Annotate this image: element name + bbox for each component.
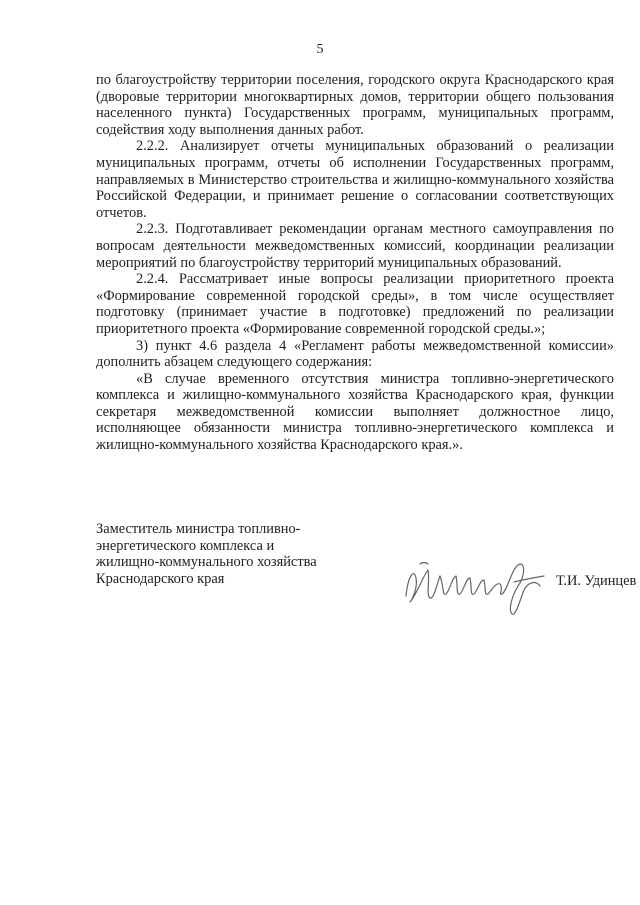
signer-position-line: энергетического комплекса и xyxy=(96,537,275,554)
signer-position-line: Краснодарского края xyxy=(96,570,225,587)
page-number: 5 xyxy=(316,42,324,57)
paragraph-2-2-2: 2.2.2. Анализирует отчеты муниципальных образований о реализации муниципальных программ, отчеты об исполнении Государственных программ, направляемых в Министерство строительства и жилищно-коммунального хозяйства Российской Федерации, и принимает решение о согласовании соответствующих отчетов. xyxy=(96,138,614,221)
paragraph-2-2-3: 2.2.3. Подготавливает рекомендации органам местного самоуправления по вопросам деятельности межведомственных комиссий, координации реализации мероприятий по благоустройству территорий муниципальных образований. xyxy=(96,221,614,271)
signer-position xyxy=(96,521,326,587)
paragraph-item-3: 3) пункт 4.6 раздела 4 «Регламент работы межведомственной комиссии» дополнить абзацем следующего содержания: xyxy=(96,337,614,371)
document-body xyxy=(96,72,614,454)
signer-position-line: жилищно-коммунального хозяйства xyxy=(96,554,317,571)
handwritten-signature xyxy=(400,556,560,618)
signer-position-line: Заместитель министра топливно- xyxy=(96,521,301,537)
paragraph-quote: «В случае временного отсутствия министра топливно-энергетического комплекса и жилищно-коммунального хозяйства Краснодарского края, функции секретаря межведомственной комиссии выполняет должностное лицо, исполняющее обязанности министра топливно-энергетического комплекса и жилищно-коммунального хозяйства Краснодарского края.». xyxy=(96,370,614,454)
paragraph-2-2-4: 2.2.4. Рассматривает иные вопросы реализации приоритетного проекта «Формирование современной городской среды», в том числе осуществляет подготовку (принимает участие в подготовке) предложений по реализации приоритетного проекта «Формирование современной городской среды.»; xyxy=(96,271,614,337)
paragraph-continuation: по благоустройству территории поселения, городского округа Краснодарского края (дворовые территории многоквартирных домов, территории общего пользования населенного пункта) Государственных программ, муниципальных программ, содействия ходу выполнения данных работ. xyxy=(96,72,614,138)
signer-name: Т.И. Удинцев xyxy=(556,573,637,589)
